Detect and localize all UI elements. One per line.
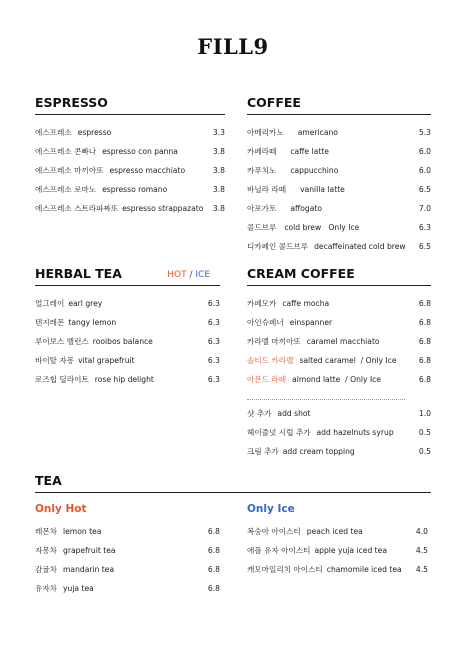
item-price: 6.0: [418, 147, 431, 156]
hot-label: HOT: [167, 270, 187, 280]
item-ko: 카페모카: [247, 299, 277, 308]
espresso-heading: [35, 94, 225, 115]
item-price: 6.3: [207, 356, 220, 365]
item-ko: 에스프레소 마끼아또: [35, 166, 104, 175]
tea-title: TEA: [35, 473, 62, 488]
item-en: salted caramel / Only Ice: [299, 356, 397, 365]
tea-ice-section: [247, 502, 428, 579]
coffee-section: [247, 94, 431, 256]
item-en: espresso macchiato: [109, 166, 186, 175]
item-en: vital grapefruit: [78, 356, 135, 365]
item-ko: 콜드브루: [247, 223, 277, 232]
item-ko: 크림 추가: [247, 447, 279, 456]
item-ko: 에스프레소 스트라파짜또: [35, 204, 119, 213]
item-ko: 유자차: [35, 584, 58, 593]
slash-separator: /: [189, 270, 193, 280]
menu-item: [247, 313, 431, 332]
item-ko: 에스프레소 콘빠나: [35, 147, 97, 156]
item-price: 6.8: [207, 527, 220, 536]
espresso-section: [35, 94, 225, 218]
item-ko: 아몬드 라떼: [247, 375, 287, 384]
menu-item: [35, 351, 220, 370]
menu-item: [247, 161, 431, 180]
item-en: cappucchino: [290, 166, 339, 175]
menu-item: [35, 560, 220, 579]
item-ko: 에스프레소 로마노: [35, 185, 97, 194]
coffee-heading: [247, 94, 431, 115]
item-en: einspanner: [289, 318, 333, 327]
menu-item: [247, 442, 431, 461]
item-price: 1.0: [418, 409, 431, 418]
item-ko: 바닐라 라떼: [247, 185, 287, 194]
item-price: 3.8: [212, 166, 225, 175]
menu-item: [35, 294, 220, 313]
item-price: 0.5: [418, 428, 431, 437]
item-en: grapefruit tea: [63, 546, 116, 555]
tea-hot-section: [35, 502, 220, 598]
herbal-tea-heading: [35, 265, 220, 286]
menu-item: [247, 370, 431, 389]
item-price: 6.8: [418, 375, 431, 384]
menu-item: [35, 313, 220, 332]
item-en: rooibos balance: [92, 337, 153, 346]
item-ko: 로즈힙 딜라이트: [35, 375, 89, 384]
item-price: 6.5: [418, 242, 431, 251]
hot-ice-badge: [167, 266, 210, 284]
item-price: 6.8: [207, 546, 220, 555]
item-en: caramel macchiato: [306, 337, 380, 346]
cream-coffee-section: [247, 265, 431, 461]
espresso-title: ESPRESSO: [35, 95, 108, 110]
item-ko: 헤이즐넛 시럽 추가: [247, 428, 311, 437]
only-ice-title: Only Ice: [247, 503, 295, 515]
item-ko: 애플 유자 아이스티: [247, 546, 311, 555]
item-en: vanilla latte: [300, 185, 345, 194]
menu-item: [35, 332, 220, 351]
item-price: 3.3: [212, 128, 225, 137]
item-en: add hazelnuts syrup: [316, 428, 394, 437]
menu-item: [35, 522, 220, 541]
item-ko: 디카페인 콜드브루: [247, 242, 309, 251]
tea-heading: [35, 472, 431, 493]
item-en: mandarin tea: [63, 565, 115, 574]
item-price: 6.3: [207, 375, 220, 384]
cream-coffee-heading: [247, 265, 431, 286]
item-price: 3.8: [212, 147, 225, 156]
item-en: apple yuja iced tea: [314, 546, 387, 555]
item-price: 6.3: [207, 299, 220, 308]
item-price: 4.0: [415, 527, 428, 536]
menu-item: [247, 123, 431, 142]
tea-heading-bar: [35, 472, 431, 493]
coffee-title: COFFEE: [247, 95, 301, 110]
item-price: 3.8: [212, 185, 225, 194]
menu-item: [35, 180, 225, 199]
item-en: add cream topping: [282, 447, 355, 456]
item-ko: 카페라떼: [247, 147, 277, 156]
item-en: caffe latte: [290, 147, 329, 156]
item-price: 6.5: [418, 185, 431, 194]
item-ko: 아인슈페너: [247, 318, 284, 327]
item-ko: 아포가토: [247, 204, 277, 213]
item-en: espresso con panna: [102, 147, 178, 156]
item-en: espresso romano: [102, 185, 168, 194]
herbal-tea-title: HERBAL TEA: [35, 266, 122, 281]
item-en: chamomile iced tea: [326, 565, 402, 574]
brand-title: FILL9: [197, 34, 269, 59]
item-price: 7.0: [418, 204, 431, 213]
menu-item: [247, 332, 431, 351]
menu-item: [35, 370, 220, 389]
only-hot-title: Only Hot: [35, 503, 87, 515]
item-en: caffe mocha: [282, 299, 330, 308]
item-price: 6.8: [418, 318, 431, 327]
item-ko: 복숭아 아이스티: [247, 527, 301, 536]
item-en: add shot: [277, 409, 311, 418]
menu-item: [35, 142, 225, 161]
menu-item: [35, 161, 225, 180]
item-price: 4.5: [415, 546, 428, 555]
item-en: peach iced tea: [306, 527, 363, 536]
item-en: espresso: [77, 128, 112, 137]
item-en: almond latte / Only Ice: [292, 375, 382, 384]
menu-item: [247, 522, 428, 541]
item-en: earl grey: [68, 299, 103, 308]
item-price: 6.8: [418, 356, 431, 365]
item-price: 6.3: [207, 337, 220, 346]
menu-item: [247, 351, 431, 370]
menu-item: [247, 541, 428, 560]
item-price: 6.8: [418, 299, 431, 308]
item-en: espresso strappazato: [122, 204, 204, 213]
item-ko: 샷 추가: [247, 409, 272, 418]
item-ko: 캐모마일리치 아이스티: [247, 565, 323, 574]
menu-item: [247, 237, 431, 256]
divider: [247, 391, 405, 400]
item-ko: 바이탈 자몽: [35, 356, 75, 365]
item-price: 4.5: [415, 565, 428, 574]
item-ko: 레몬차: [35, 527, 58, 536]
item-en: cold brew Only Ice: [284, 223, 360, 232]
item-price: 6.8: [418, 337, 431, 346]
item-ko: 카푸치노: [247, 166, 277, 175]
menu-item: [247, 294, 431, 313]
item-en: decaffeinated cold brew: [314, 242, 406, 251]
item-ko: 아메리카노: [247, 128, 284, 137]
menu-item: [247, 199, 431, 218]
item-price: 0.5: [418, 447, 431, 456]
item-price: 6.3: [207, 318, 220, 327]
item-price: 3.8: [212, 204, 225, 213]
menu-item: [247, 560, 428, 579]
item-ko: 얼그레이: [35, 299, 65, 308]
item-ko: 자몽차: [35, 546, 58, 555]
menu-item: [35, 123, 225, 142]
item-ko: 솔티드 카라멜: [247, 356, 294, 365]
item-ko: 텐지레몬: [35, 318, 65, 327]
item-en: rose hip delight: [94, 375, 154, 384]
menu-item: [35, 579, 220, 598]
item-en: lemon tea: [63, 527, 102, 536]
item-en: americano: [297, 128, 338, 137]
item-en: tangy lemon: [68, 318, 117, 327]
menu-item: [247, 423, 431, 442]
item-price: 6.8: [207, 584, 220, 593]
cream-coffee-title: CREAM COFFEE: [247, 266, 355, 281]
item-price: 6.3: [418, 223, 431, 232]
ice-label: ICE: [195, 270, 210, 280]
item-en: yuja tea: [63, 584, 94, 593]
item-ko: 카라멜 마끼아또: [247, 337, 301, 346]
menu-item: [247, 404, 431, 423]
herbal-tea-section: [35, 265, 220, 389]
menu-item: [247, 180, 431, 199]
menu-item: [247, 142, 431, 161]
item-ko: 감귤차: [35, 565, 58, 574]
item-en: affogato: [290, 204, 322, 213]
item-ko: 에스프레소: [35, 128, 72, 137]
item-ko: 루이보스 밸런스: [35, 337, 89, 346]
item-price: 5.3: [418, 128, 431, 137]
menu-item: [35, 199, 225, 218]
item-price: 6.0: [418, 166, 431, 175]
menu-item: [35, 541, 220, 560]
item-price: 6.8: [207, 565, 220, 574]
menu-item: [247, 218, 431, 237]
